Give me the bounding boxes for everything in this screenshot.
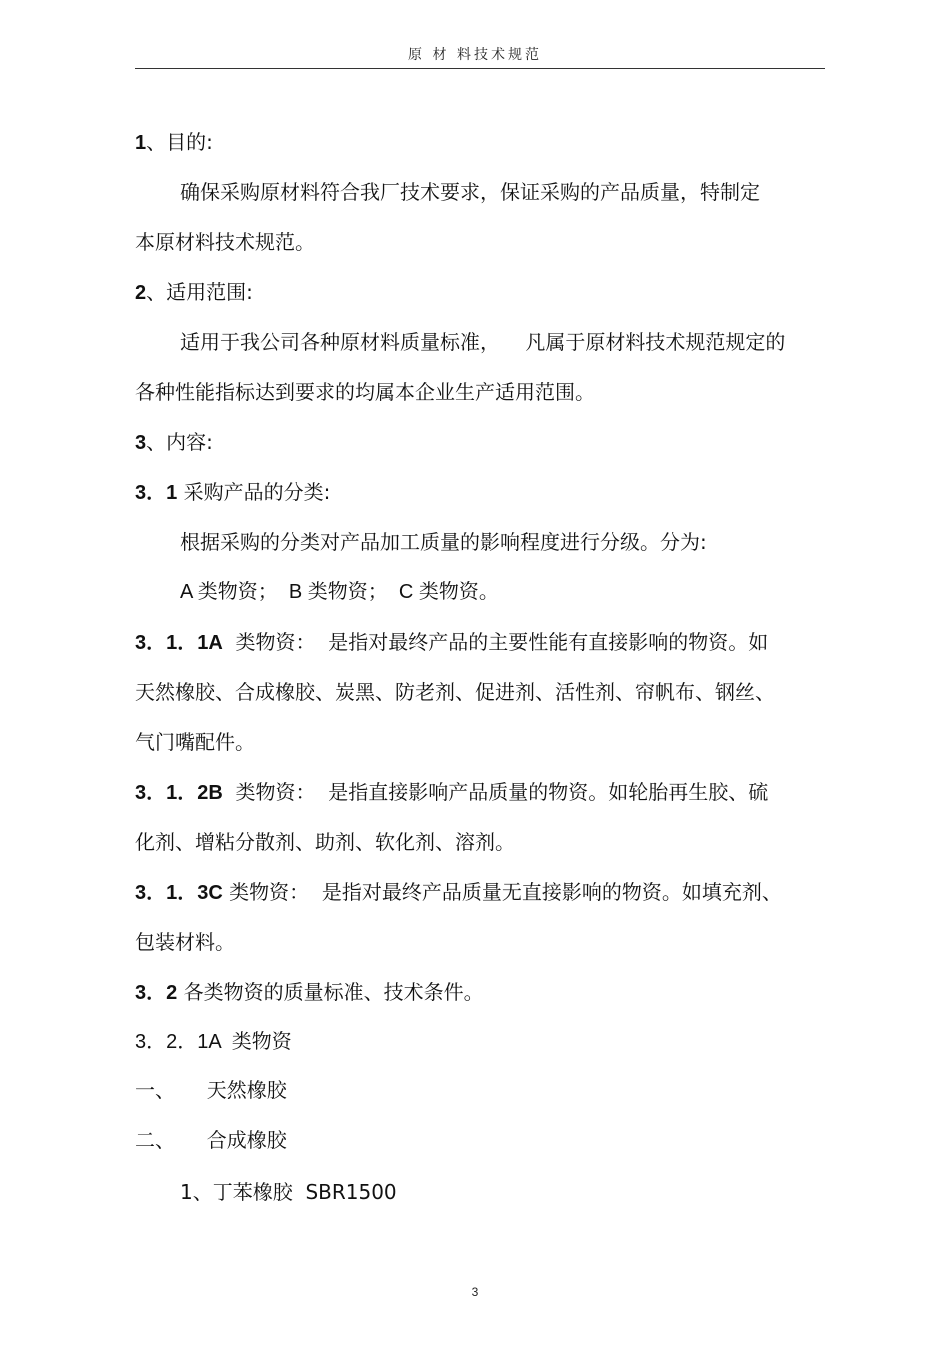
- section-3-2-1-heading: 3．2．1A 类物资: [135, 1031, 292, 1053]
- running-header: 原 材 料技术规范: [408, 47, 542, 63]
- paragraph-line: 本原材料技术规范。: [135, 230, 315, 254]
- section-3-2-heading: 3．2 各类物资的质量标准、技术条件。: [135, 980, 484, 1004]
- header-divider: [135, 68, 825, 69]
- page-number: 3: [471, 1285, 479, 1299]
- section-3-1-2: 3．1．2B 类物资： 是指直接影响产品质量的物资。如轮胎再生胶、硫: [135, 780, 769, 804]
- list-item: 二、 合成橡胶: [135, 1128, 287, 1152]
- paragraph-line: 适用于我公司各种原材料质量标准， 凡属于原材料技术规范规定的: [180, 330, 786, 354]
- paragraph-line: 确保采购原材料符合我厂技术要求，保证采购的产品质量，特制定: [180, 180, 760, 204]
- list-item: 1、丁苯橡胶 SBR1500: [180, 1180, 397, 1204]
- section-3-1-1: 3．1．1A 类物资： 是指对最终产品的主要性能有直接影响的物资。如: [135, 630, 769, 654]
- paragraph-line: 根据采购的分类对产品加工质量的影响程度进行分级。分为:: [180, 530, 707, 554]
- paragraph-line: 天然橡胶、合成橡胶、炭黑、防老剂、促进剂、活性剂、帘帆布、钢丝、: [135, 680, 775, 704]
- section-2-heading: 2、适用范围:: [135, 280, 253, 304]
- paragraph-line: 化剂、增粘分散剂、助剂、软化剂、溶剂。: [135, 830, 515, 854]
- paragraph-line: 气门嘴配件。: [135, 730, 255, 754]
- section-3-1-heading: 3．1 采购产品的分类:: [135, 480, 331, 504]
- paragraph-line: A 类物资； B 类物资； C 类物资。: [180, 581, 499, 603]
- section-1-heading: 1、目的:: [135, 130, 213, 154]
- section-3-1-3: 3．1．3C 类物资： 是指对最终产品质量无直接影响的物资。如填充剂、: [135, 880, 782, 904]
- paragraph-line: 包装材料。: [135, 930, 235, 954]
- section-3-heading: 3、内容:: [135, 430, 213, 454]
- list-item: 一、 天然橡胶: [135, 1078, 287, 1102]
- paragraph-line: 各种性能指标达到要求的均属本企业生产适用范围。: [135, 380, 595, 404]
